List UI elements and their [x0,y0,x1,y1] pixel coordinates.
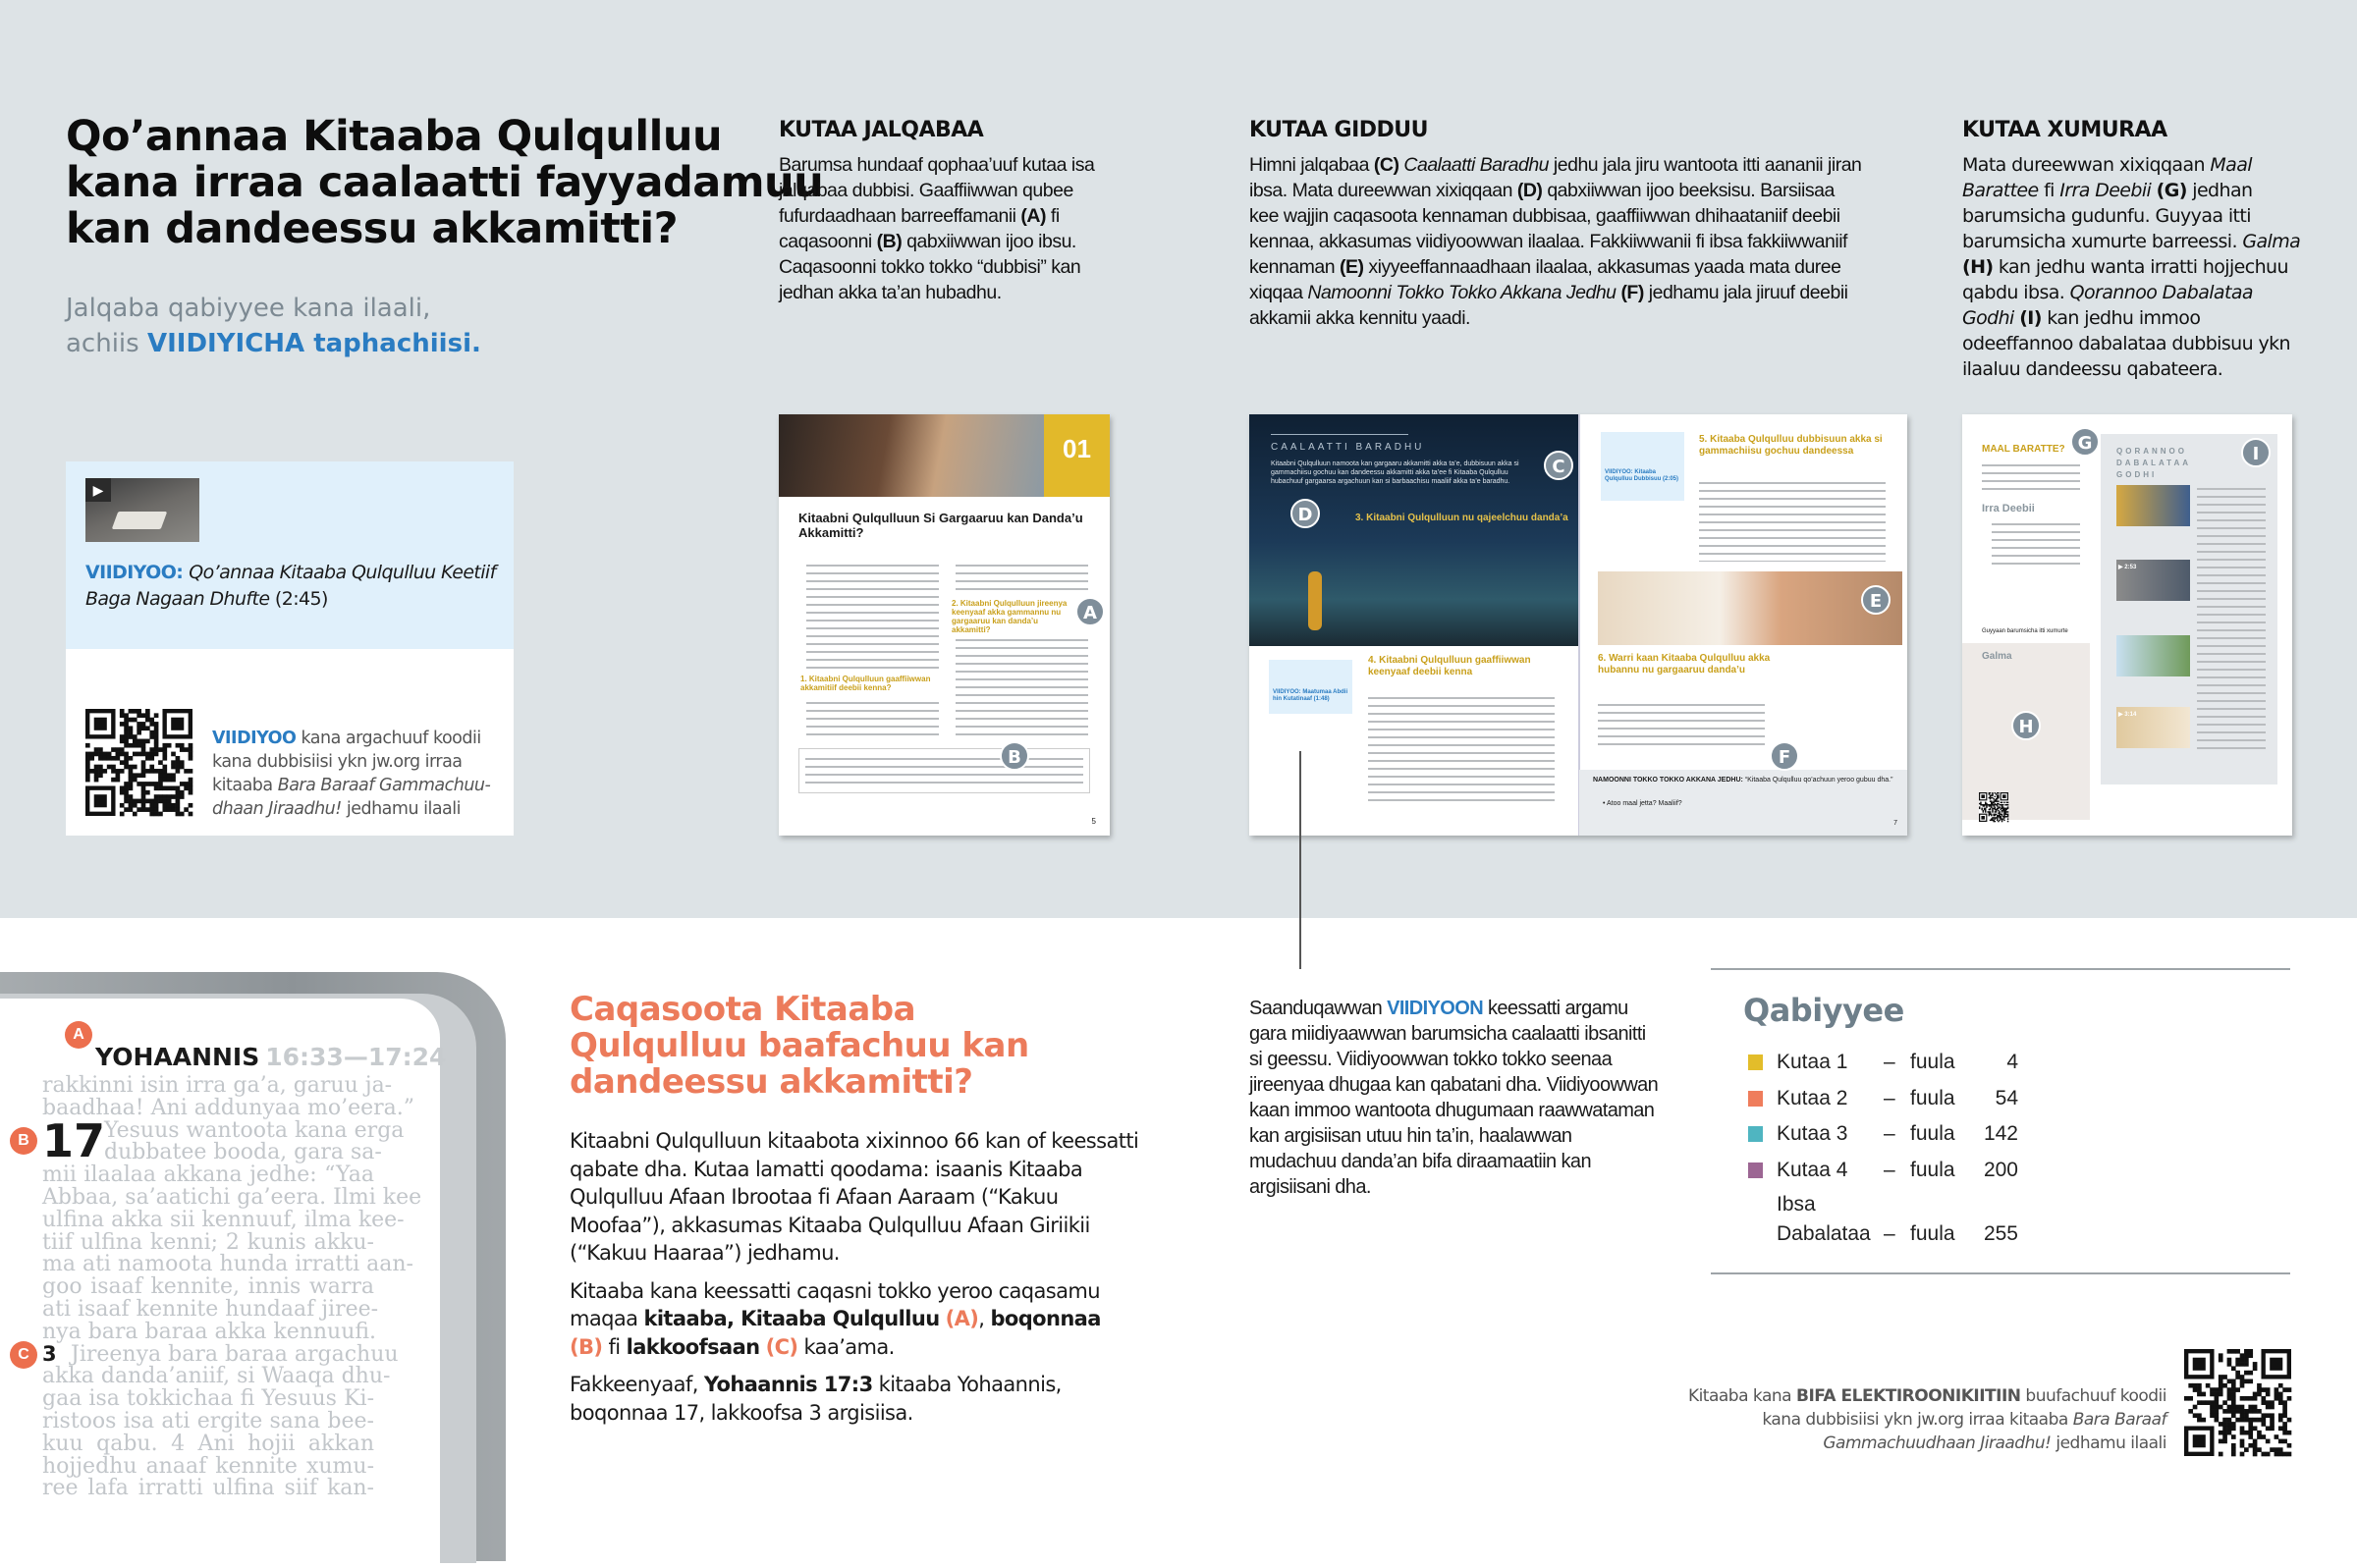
verse-line: Yesuus wantoota kana erga [104,1117,405,1143]
emphasis-text: Maal Barattee [1962,154,2252,201]
question-heading: 1. Kitaabni Qulqulluun gaaffiiwwan akkamitiif deebii kenna? [800,675,931,692]
emphasis-text: (F) [1620,282,1644,303]
verse-line: rakkinni isin irra ga’a, garuu ja- [42,1073,393,1098]
dash: – [1884,1051,1895,1073]
emphasis-text: Bara Baraaf Gammachuudhaan Jiraadhu! [1823,1410,2166,1453]
chapter-number: 17 [42,1114,106,1167]
bible-photo [779,414,1044,497]
part-label: Kutaa 4 [1777,1158,1848,1181]
text-run: Kitaabni Qulqulluun kitaabota xixinnoo 66 kan of keessatti qabate dha. Kutaa lamatti qoodama: isaanis Kitaaba Qulqulluu Afaan Ibrootaa fi Afaan Aaraam (“Kakuu Moofaa”), akkasumas Kitaaba Qulqulluu Afaan Giriikii (“Kakuu Haaraa”) jedhamu. [570,1129,1139,1265]
page-word: fuula [1910,1122,1955,1145]
color-swatch [1748,1091,1763,1107]
date-label: Guyyaan barumsicha itti xumurte [1982,628,2068,634]
subtitle [66,291,481,361]
goal-box: Galma [1962,643,2090,820]
qr-instructions [212,727,507,821]
page-number: 54 [1995,1086,2018,1109]
emphasis-text: (H) [1962,256,1994,278]
color-swatch [1748,1054,1763,1070]
emphasis-text: lakkoofsaan [626,1334,760,1359]
section-heading: KUTAA JALQABAA [779,118,984,142]
emphasis-text: (I) [2019,307,2042,329]
verse-line: ree lafa irratti ulfina siif kan- [42,1476,374,1501]
verse-line: Jireenya bara baraa argachuu [71,1341,399,1367]
person-with-flashlight [1308,571,1322,630]
title-line: kana irraa caalaatti fayyadamuu [66,158,824,207]
title-line: kan dandeessu akkamitti? [66,204,679,253]
marker-d: D [1290,499,1320,528]
text-run: fi caqasoonni [779,205,1060,252]
marker-chapter: B [10,1127,37,1155]
text-block [956,636,1088,738]
text-run: kitaaba Yohaannis, boqonnaa 17, lakkoofsa 3 argisiisa. [570,1373,1062,1425]
marker-verse: C [10,1341,37,1369]
contents-row[interactable] [1748,1084,2043,1113]
page-title [66,114,823,252]
marker-f: F [1770,741,1799,771]
verse-line: akka danda’aniif, si Waaqa dhu- [42,1364,391,1389]
marker-e: E [1861,585,1891,615]
divider [1711,1272,2290,1274]
marker-book: A [65,1021,92,1049]
section-heading: KUTAA GIDDUU [1249,118,1429,142]
intro-text: Kitaabni Qulqulluun namoota kan gargaaru akkamitti akka ta’e, dubbisuun akka si gammachiisu gochuu kan dandeessu akkamitti akka ta’ee fi Kitaaba Qulqulluu hubachuuf gargaarsa argachuun kan si barbaachisu maaliif akka ta’e baradhu. [1271,460,1519,485]
emphasis-text: (G) [2156,180,2187,201]
color-swatch [1748,1162,1763,1178]
text-block [806,562,939,670]
emphasis-text: (E) [1339,256,1364,278]
text-block [956,562,1088,593]
text-run: Barumsa hundaaf qophaa’uuf kutaa isa jalqabaa dubbisi. Gaaffiiwwan qubee fufurdaadhaan barreeffamanii [779,154,1095,227]
text-run: Himni jalqabaa [1249,154,1374,176]
verse-line: ati isaaf kennite hundaaf jiree- [42,1297,379,1322]
lesson-number: 01 [1044,414,1110,497]
text-run: Kitaaba kana keessatti caqasni tokko yeroo caqasamu maqaa [570,1278,1100,1330]
highlight-text: VIIDIYOON [1387,998,1484,1019]
opinion-label: NAMOONNI TOKKO TOKKO AKKANA JEDHU: “Kitaaba Qulqulluu qo’achuun yeroo gubuu dha.” [1593,777,1893,784]
text-block [806,699,939,741]
highlight-text: (C) [765,1334,798,1359]
marker-a: A [1075,597,1105,626]
open-book-image [112,512,168,529]
emphasis-text: (D) [1516,180,1543,201]
section-end [1962,118,2301,382]
page-number: 4 [2006,1051,2018,1073]
contents-row-appendix[interactable]: Ibsa [1777,1193,1816,1216]
emphasis-text: Galma [2242,231,2301,252]
dash: – [1884,1122,1895,1145]
subheading-3: 3. Kitaabni Qulqulluun nu qajeelchuu danda’a [1355,513,1568,523]
part-label: Kutaa 3 [1777,1122,1848,1145]
text-run: kan jedhu wanta irratti hojjechuu qabdu ibsa. [1962,256,2288,303]
text-run: qabxiiwwan ijoo beeksisu. Barsiisaa kee wajjin caqasoota kennaman dubbisaa, gaaffiiwwan dhihaataniif deebii kennaa, akkasumas viidiyoowwan ilaalaa. Fakkiiwwanii fi ibsa fakkiiwwaniif kennaman [1249,180,1847,278]
marker-i: I [2241,438,2271,467]
emphasis-text: Qorannoo Dabalataa Godhi [1962,282,2253,329]
bible-page-header: YOHAANNIS 16:33—17:24 [95,1043,447,1071]
text-run: jedhu jala jiru wantoota itti aananii jiran ibsa. Mata dureewwan xixiqqaan [1249,154,1862,201]
divider [1711,968,2290,970]
marker-h: H [2011,711,2041,740]
text-run: xiyyeeffannaadhaan ilaalaa, akkasumas yaada mata duree xiqqaa [1249,256,1841,303]
text-block [1368,694,1555,807]
connector-line [1299,751,1301,969]
page-number: 5 [1091,817,1096,826]
scripture-heading: Caqasoota Kitaaba Qulqulluu baafachuu kan dandeessu akkamitti? [570,990,1029,1102]
verse-line: mii ilaalaa akkana jedhe: “Yaa [42,1162,374,1188]
paragraph [570,1277,1139,1362]
verse-line: Abbaa, sa’aatichi ga’eera. Ilmi kee [42,1185,422,1210]
section-intro [779,118,1103,305]
emphasis-text: Irra Deebii [2059,180,2152,201]
contents-title: Qabiyyee [1743,992,1904,1029]
text-run: , [978,1307,991,1330]
qr-code[interactable] [2184,1349,2291,1456]
verse-line: ulfina akka sii kennuuf, ilma kee- [42,1207,405,1232]
section-body [1249,152,1868,331]
video-thumbnail[interactable] [85,478,199,542]
contents-row[interactable] [1748,1119,2043,1149]
text-run: keessatti argamu gara miidiyaawwan barumsicha caalaatti ibsanitti si geessu. Viidiyoowwan tokko tokko seenaa jireenyaa dhugaa kan qabatani dha. Viidiyoowwan kaan immoo wantoota dhugumaan raawwataman kan argisiisan utuu hin ta’in, haalawwan mudachuu danda’an bifa diraamaatiin kan argisiisani dha. [1249,998,1659,1198]
text-run: kan jedhu immoo odeeffannoo dabalataa dubbisuu ykn ilaaluu dandeessu qabateera. [1962,307,2290,380]
text-run: Kitaaba kana [1687,1386,1796,1406]
verse-line: ma ati namoota hunda irratti aan- [42,1252,413,1277]
subtitle-prefix: achiis [66,329,147,358]
highlight-text: VIIDIYOO: [85,562,190,583]
emphasis-text: BIFA ELEKTIROONIKIITIIN [1795,1386,2021,1406]
sample-page-intro [779,414,1110,836]
emphasis-text: kitaaba, Kitaaba Qulqulluu [643,1307,940,1330]
text-run: Saanduqawwan [1249,998,1388,1019]
verse-line: hojjedhu anaaf kennite xumu- [42,1453,374,1479]
verse-line: ristoos isa ati ergite sana bee- [42,1409,374,1433]
emphasis-text: Bara Baraaf Gammachuudhaan Jiraadhu! [212,776,491,819]
emphasis-text: Namoonni Tokko Tokko Akkana Jedhu [1307,282,1617,303]
kicker: CAALAATTI BARADHU [1271,442,1425,453]
video-box: VIIDIYOO: Kitaaba Qulqulluu Dubbisuu (2:05) [1601,432,1684,501]
marker-b: B [1000,741,1029,771]
marker-g: G [2070,427,2100,457]
ebook-download-note [1670,1384,2166,1455]
opinion-box: NAMOONNI TOKKO TOKKO AKKANA JEDHU: “Kitaaba Qulqulluu qo’achuun yeroo gubuu dha.” • Atoo maal jetta? Maaliif? 7 [1579,770,1907,836]
marker-c: C [1544,451,1573,480]
question-heading: 2. Kitaabni Qulqulluun jireenya keenyaaf akka gammannu nu gargaaruu kan danda’u akkamitti? [952,599,1068,634]
text-run: Mata dureewwan xixiqqaan [1962,154,2211,176]
contents-row-appendix-page[interactable]: Dabalataa – fuula 255 [1777,1222,2018,1245]
verse-number: 3 [42,1342,57,1366]
emphasis-text: (B) [876,231,903,252]
note-box [798,748,1090,793]
part-label: Kutaa 1 [1777,1051,1848,1073]
subheading-4: 4. Kitaabni Qulqulluun gaaffiiwwan keenyaaf deebii kenna [1368,655,1531,677]
text-run: kana argachuuf koodii kana dubbisiisi ykn jw.org irraa kitaaba [212,729,481,795]
contents-row[interactable] [1748,1048,2043,1077]
play-icon[interactable]: ▶ [85,478,111,502]
text-run: fi [2038,180,2060,201]
section-body [1962,152,2301,382]
emphasis-text: Qo’annaa Kitaaba Qulqulluu Keetiif Baga Nagaan Dhufte [85,562,496,610]
emphasis-text: (C) [1373,154,1399,176]
emphasis-text: (A) [1020,205,1046,227]
text-block [1598,701,1765,745]
subheading-6: 6. Warri kaan Kitaaba Qulqulluu akka hubannu nu gargaaruu danda’u [1598,653,1771,676]
sample-page-end [1962,414,2292,836]
emphasis-text: Yohaannis 17:3 [703,1373,873,1396]
text-run: Fakkeenyaaf, [570,1373,704,1396]
text-run: fi [602,1334,627,1359]
subheading-5: 5. Kitaaba Qulqulluu dubbisuun akka si gammachiisu gochuu dandeessa [1699,434,1883,457]
review-heading: MAAL BARATTE? [1982,444,2065,455]
section-heading: KUTAA XUMURAA [1962,118,2167,142]
more-study-box: QORANNOO DABALATAA GODHI ▶ 2:53 ▶ 3:14 [2101,434,2277,784]
text-run: jedhamu jala jiruuf deebii akkamii akka kennitu yaadi. [1249,282,1848,329]
recap-heading: Irra Deebii [1982,503,2035,514]
video-box: VIIDIYOO: Maatumaa Abdii hin Kutatinaaf (1:48) [1269,660,1352,714]
text-block [1699,479,1886,562]
text-run: kaa’ama. [797,1334,895,1359]
highlight-text: (A) [945,1307,979,1330]
dash: – [1884,1086,1895,1109]
color-swatch [1748,1126,1763,1142]
video-caption[interactable] [85,560,498,613]
text-run: (2:45) [269,588,328,610]
emphasis-text: Caalaatti Baradhu [1403,154,1550,176]
qr-code[interactable] [85,709,192,816]
text-run: buufachuuf koodii kana dubbisiisi ykn jw.org irraa kitaaba [1762,1386,2166,1430]
verse-line: gaa isa tokkichaa fi Yesuus Ki- [42,1386,374,1412]
page-word: fuula [1910,1051,1955,1073]
verse-line: nya bara baraa akka kennuufi. [42,1319,377,1344]
verse-line: tiif ulfina kenni; 2 kunis akku- [42,1229,374,1255]
paragraph [570,1127,1139,1268]
verse-line: goo isaaf kennite, innis warra [42,1274,374,1300]
dash: – [1884,1158,1895,1181]
text-run: jedhan barumsicha gudunfu. Guyyaa itti barumsicha xumurte barreessi. [1962,180,2253,252]
family-illustration [1598,571,1902,645]
page-word: fuula [1910,1086,1955,1109]
title-line: Qo’annaa Kitaaba Qulqulluu [66,112,723,161]
text-run: jedhamu ilaali [2051,1433,2166,1453]
page-number: 200 [1983,1158,2018,1181]
paragraph [570,1371,1139,1427]
section-middle [1249,118,1868,331]
part-label: Kutaa 2 [1777,1086,1848,1109]
verse-line: dubbatee booda, gara sa- [104,1140,382,1165]
scripture-explanation [570,1127,1139,1436]
video-note [1249,996,1662,1200]
page-number: 142 [1983,1122,2018,1145]
contents-row[interactable] [1748,1156,2043,1185]
lesson-title: Kitaabni Qulqulluun Si Gargaaruu kan Danda’u Akkamitti? [798,511,1083,540]
emphasis-text: boqonnaa [990,1307,1101,1330]
highlight-text: (B) [570,1334,603,1359]
text-run: jedhamu ilaali [341,799,461,819]
qr-code[interactable] [1979,792,2008,822]
highlight-text: VIIDIYOO [212,729,297,748]
subtitle-line: Jalqaba qabiyyee kana ilaali, [66,294,431,323]
page-word: fuula [1910,1158,1955,1181]
section-body [779,152,1103,305]
play-video-link[interactable]: VIIDIYICHA taphachiisi. [146,329,481,358]
video-box [66,461,514,836]
verse-line: baadhaa! Ani addunyaa mo’eera.” [42,1095,415,1120]
sample-page-middle [1249,414,1907,836]
verse-line: kuu qabu. 4 Ani hojii akkan [42,1431,374,1456]
text-run: qabxiiwwan ijoo ibsu. Caqasoonni tokko tokko “dubbisi” kan jedhan akka ta’an hubadhu. [779,231,1081,303]
